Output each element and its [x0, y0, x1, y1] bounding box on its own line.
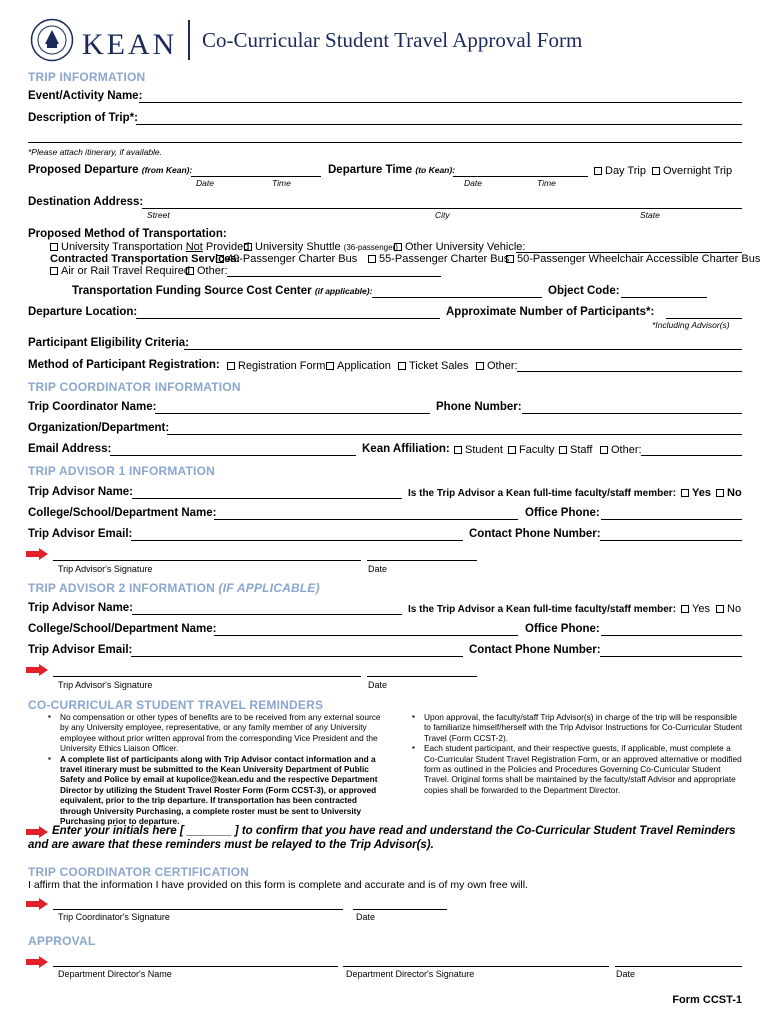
eligibility-label: Participant Eligibility Criteria: — [28, 337, 190, 349]
advisor2-signature-label: Trip Advisor's Signature — [58, 680, 153, 690]
event-field[interactable] — [139, 90, 742, 103]
advisor1-name-label: Trip Advisor Name: — [28, 486, 134, 498]
organization-row — [28, 422, 742, 438]
advisor2-date-label: Date — [368, 680, 388, 690]
event-label: Event/Activity Name: — [28, 90, 143, 102]
staff-option[interactable]: Staff — [559, 444, 592, 456]
bus49-checkbox[interactable] — [216, 255, 224, 263]
advisor2-sign-arrow-icon — [26, 664, 48, 676]
shuttle-option[interactable]: University Shuttle (36-passenger) — [244, 241, 398, 253]
organization-field[interactable] — [167, 422, 742, 435]
advisor2-name-field[interactable] — [132, 602, 402, 615]
advisor1-office-field[interactable] — [601, 507, 742, 520]
form-id: Form CCST-1 — [672, 994, 742, 1006]
director-signature-field[interactable] — [343, 954, 609, 967]
initials-confirmation-line1[interactable]: Enter your initials here [ _______ ] to confirm that you have read and understand the Co-Curricular Student Travel Reminders — [52, 825, 736, 837]
advisor2-email-field[interactable] — [131, 644, 463, 657]
advisor1-contact-label: Contact Phone Number: — [469, 528, 601, 540]
reg-other-option[interactable]: Other: — [476, 360, 518, 372]
participants-label: Approximate Number of Participants*: — [446, 306, 655, 318]
participants-field[interactable] — [666, 306, 742, 319]
student-option[interactable]: Student — [454, 444, 503, 456]
advisor1-no-option[interactable]: No — [716, 487, 742, 499]
advisor1-date-field[interactable] — [367, 548, 477, 561]
departure-sub: (from Kean): — [141, 165, 193, 175]
coordinator-email-row — [28, 443, 742, 459]
application-checkbox[interactable] — [326, 362, 334, 370]
eligibility-row — [28, 337, 742, 353]
director-name-label: Department Director's Name — [58, 969, 172, 979]
advisor1-email-label: Trip Advisor Email: — [28, 528, 133, 540]
organization-label: Organization/Department: — [28, 422, 170, 434]
funding-label: Transportation Funding Source Cost Center — [72, 285, 312, 297]
advisor1-email-field[interactable] — [131, 528, 463, 541]
univ-transport-not-provided-option[interactable]: University Transportation Not Provided — [50, 241, 249, 253]
object-code-field[interactable] — [621, 285, 707, 298]
bus50-option[interactable]: 50-Passenger Wheelchair Accessible Charter Bus — [506, 253, 760, 265]
dep-time-sublabel: Time — [272, 178, 291, 188]
advisor1-signature-field[interactable] — [53, 548, 361, 561]
advisor2-office-label: Office Phone: — [525, 623, 600, 635]
transport-other-option[interactable]: Other: — [186, 265, 228, 277]
approval-date-field[interactable] — [615, 954, 742, 967]
event-row — [28, 90, 742, 106]
street-sublabel: Street — [147, 210, 170, 220]
departure-time-field[interactable] — [453, 164, 588, 177]
initials-arrow-icon — [26, 826, 48, 838]
reg-other-checkbox[interactable] — [476, 362, 484, 370]
departure-time-sub: (to Kean): — [415, 165, 456, 175]
departure-row — [28, 164, 742, 180]
advisor2-college-field[interactable] — [214, 623, 518, 636]
ret-date-sublabel: Date — [464, 178, 482, 188]
day-trip-checkbox[interactable] — [594, 167, 602, 175]
advisor1-name-field[interactable] — [132, 486, 402, 499]
approval-date-label: Date — [616, 969, 636, 979]
advisor1-name-row — [28, 486, 742, 502]
coordinator-date-label: Date — [356, 912, 376, 922]
bus55-checkbox[interactable] — [368, 255, 376, 263]
overnight-trip-checkbox[interactable] — [652, 167, 660, 175]
destination-field[interactable] — [142, 196, 742, 209]
brand-wordmark: KEAN — [82, 28, 178, 61]
certification-text: I affirm that the information I have provided on this form is complete and accurate and is of my own free will. — [28, 879, 528, 891]
city-sublabel: City — [435, 210, 450, 220]
description-row — [28, 112, 742, 128]
coordinator-email-label: Email Address: — [28, 443, 112, 455]
advisor2-college-label: College/School/Department Name: — [28, 623, 217, 635]
transport-row-3 — [50, 264, 742, 280]
funding-row — [28, 285, 742, 301]
description-field[interactable] — [136, 112, 742, 125]
departure-location-field[interactable] — [136, 306, 440, 319]
advisor2-fulltime-question: Is the Trip Advisor a Kean full-time faculty/staff member: — [408, 604, 677, 615]
object-code-label: Object Code: — [548, 285, 620, 297]
aff-other-field[interactable] — [641, 443, 742, 456]
coordinator-signature-label: Trip Coordinator's Signature — [58, 912, 170, 922]
coordinator-name-field[interactable] — [155, 401, 430, 414]
other-vehicle-option[interactable]: Other University Vehicle: — [394, 241, 525, 253]
departure-time-label: Departure Time — [328, 164, 413, 176]
approval-heading: APPROVAL — [28, 934, 96, 948]
destination-row — [28, 196, 742, 212]
destination-label: Destination Address: — [28, 196, 144, 208]
reminders-left-list — [42, 712, 382, 826]
staff-checkbox[interactable] — [559, 446, 567, 454]
advisor2-no-option[interactable]: No — [716, 603, 741, 615]
reminder-participant-list: ▪ A complete list of participants along with Trip Advisor contact information and a travel itinerary must be submitted to the Kean University Department of Public Safety and Police by email at kupolice@kean.edu and the respective Department Director by utilizing the Student Travel Roster Form (Form CCST-3), or approved equivalent, prior to the trip departure. If transportation has been contracted through University Purchasing, a complete roster must be sent to University Purchasing prior to departure. — [50, 754, 382, 827]
shuttle-checkbox[interactable] — [244, 243, 252, 251]
registration-row — [28, 359, 742, 375]
advisor1-office-label: Office Phone: — [525, 507, 600, 519]
faculty-checkbox[interactable] — [508, 446, 516, 454]
form-title: Co-Curricular Student Travel Approval Form — [202, 28, 583, 52]
director-signature-label: Department Director's Signature — [346, 969, 475, 979]
advisor1-signature-label: Trip Advisor's Signature — [58, 564, 153, 574]
initials-confirmation-line2: and are aware that these reminders must be relayed to the Trip Advisor(s). — [28, 839, 434, 851]
coordinator-date-field[interactable] — [353, 897, 447, 910]
advisor1-college-field[interactable] — [214, 507, 518, 520]
air-rail-option[interactable]: Air or Rail Travel Required — [50, 265, 190, 277]
departure-location-label: Departure Location: — [28, 306, 138, 318]
state-sublabel: State — [640, 210, 660, 220]
advisor2-contact-label: Contact Phone Number: — [469, 644, 601, 656]
funding-sub: (if applicable): — [314, 286, 373, 296]
trip-info-heading: TRIP INFORMATION — [28, 70, 146, 84]
certification-heading: TRIP COORDINATOR CERTIFICATION — [28, 865, 250, 879]
day-trip-option[interactable]: Day Trip — [594, 165, 646, 177]
eligibility-field[interactable] — [184, 337, 742, 350]
departure-location-row — [28, 306, 742, 322]
description-label: Description of Trip*: — [28, 112, 138, 124]
reminder-advisor-instructions: ▪ Upon approval, the faculty/staff Trip Advisor(s) in charge of the trip will be responsible to familiarize himself/herself with the Trip Advisor Instructions for Co-Curricular Student Travel (Form CCST-2). — [414, 712, 744, 743]
reminder-registration-form: ▪ Each student participant, and their respective guests, if applicable, must complete a Co-Curricular Student Travel Registration Form, or an approved alternative or modified form as outlined in the Policies and Procedures Governing Co-Curricular Student Travel. Original forms shall be maintained by the faculty/staff Advisor and appropriate copies shall be forwarded to the Department Director. — [414, 743, 744, 795]
contracted-label: Contracted Transportation Services: — [50, 253, 241, 265]
advisor1-heading: TRIP ADVISOR 1 INFORMATION — [28, 464, 215, 478]
approval-sign-arrow-icon — [26, 956, 48, 968]
advisor1-email-row — [28, 528, 742, 544]
reg-form-checkbox[interactable] — [227, 362, 235, 370]
advisor2-college-row — [28, 623, 742, 639]
reminder-compensation: ▪ No compensation or other types of benefits are to be received from any external source by any University employee, representative, or any family member of any University employee without prior written approval from the corresponding Vice President and the University Ethics Liaison Officer. — [50, 712, 382, 754]
advisor1-date-label: Date — [368, 564, 388, 574]
advisor2-date-field[interactable] — [367, 664, 477, 677]
faculty-option[interactable]: Faculty — [508, 444, 554, 456]
advisor2-contact-field[interactable] — [600, 644, 742, 657]
form-header — [30, 16, 750, 64]
funding-field[interactable] — [372, 285, 542, 298]
reg-form-option[interactable]: Registration Form — [227, 360, 325, 372]
reminders-heading: CO-CURRICULAR STUDENT TRAVEL REMINDERS — [28, 698, 324, 712]
advisor1-no-checkbox[interactable] — [716, 489, 724, 497]
departure-field[interactable] — [191, 164, 321, 177]
aff-other-option[interactable]: Other: — [600, 444, 642, 456]
coordinator-email-field[interactable] — [110, 443, 356, 456]
univ-transport-checkbox[interactable] — [50, 243, 58, 251]
director-name-field[interactable] — [53, 954, 338, 967]
coordinator-sign-arrow-icon — [26, 898, 48, 910]
advisor1-fulltime-question: Is the Trip Advisor a Kean full-time faculty/staff member: — [408, 488, 677, 499]
advisor2-email-row — [28, 644, 742, 660]
affiliation-label: Kean Affiliation: — [362, 443, 450, 455]
bus50-checkbox[interactable] — [506, 255, 514, 263]
other-vehicle-checkbox[interactable] — [394, 243, 402, 251]
advisor2-no-checkbox[interactable] — [716, 605, 724, 613]
transport-label: Proposed Method of Transportation: — [28, 228, 227, 240]
departure-label: Proposed Departure — [28, 164, 139, 176]
advisor2-email-label: Trip Advisor Email: — [28, 644, 133, 656]
advisor2-heading: TRIP ADVISOR 2 INFORMATION (IF APPLICABLE) — [28, 581, 320, 595]
transport-other-checkbox[interactable] — [186, 267, 194, 275]
itinerary-note: *Please attach itinerary, if available. — [28, 147, 163, 157]
bus55-option[interactable]: 55-Passenger Charter Bus — [368, 253, 509, 265]
reminders-right-list — [406, 712, 744, 795]
air-rail-checkbox[interactable] — [50, 267, 58, 275]
header-divider — [188, 20, 190, 60]
coordinator-heading: TRIP COORDINATOR INFORMATION — [28, 380, 241, 394]
coordinator-name-row — [28, 401, 742, 417]
coordinator-phone-label: Phone Number: — [436, 401, 522, 413]
aff-other-checkbox[interactable] — [600, 446, 608, 454]
advisor1-college-label: College/School/Department Name: — [28, 507, 217, 519]
student-checkbox[interactable] — [454, 446, 462, 454]
coordinator-name-label: Trip Coordinator Name: — [28, 401, 157, 413]
advisor1-yes-checkbox[interactable] — [681, 489, 689, 497]
advisor2-office-field[interactable] — [601, 623, 742, 636]
advisor1-sign-arrow-icon — [26, 548, 48, 560]
advisor1-contact-field[interactable] — [600, 528, 742, 541]
advisor1-yes-option[interactable]: Yes — [681, 487, 711, 499]
transport-other-field[interactable] — [227, 264, 441, 277]
advisor2-name-row — [28, 602, 742, 618]
including-advisor-note: *Including Advisor(s) — [652, 320, 730, 330]
advisor2-yes-option[interactable]: Yes — [681, 603, 710, 615]
overnight-trip-option[interactable]: Overnight Trip — [652, 165, 732, 177]
application-option[interactable]: Application — [326, 360, 391, 372]
advisor2-yes-checkbox[interactable] — [681, 605, 689, 613]
kean-seal-logo — [30, 18, 74, 62]
dep-date-sublabel: Date — [196, 178, 214, 188]
coordinator-phone-field[interactable] — [522, 401, 742, 414]
ret-time-sublabel: Time — [537, 178, 556, 188]
ticket-sales-checkbox[interactable] — [398, 362, 406, 370]
ticket-sales-option[interactable]: Ticket Sales — [398, 360, 469, 372]
advisor2-name-label: Trip Advisor Name: — [28, 602, 134, 614]
advisor2-signature-field[interactable] — [53, 664, 361, 677]
bus49-option[interactable]: 49-Passenger Charter Bus — [216, 253, 357, 265]
description-field-line2[interactable] — [28, 130, 742, 143]
reg-other-field[interactable] — [517, 359, 742, 372]
advisor1-college-row — [28, 507, 742, 523]
registration-label: Method of Participant Registration: — [28, 359, 220, 371]
coordinator-signature-field[interactable] — [53, 897, 343, 910]
